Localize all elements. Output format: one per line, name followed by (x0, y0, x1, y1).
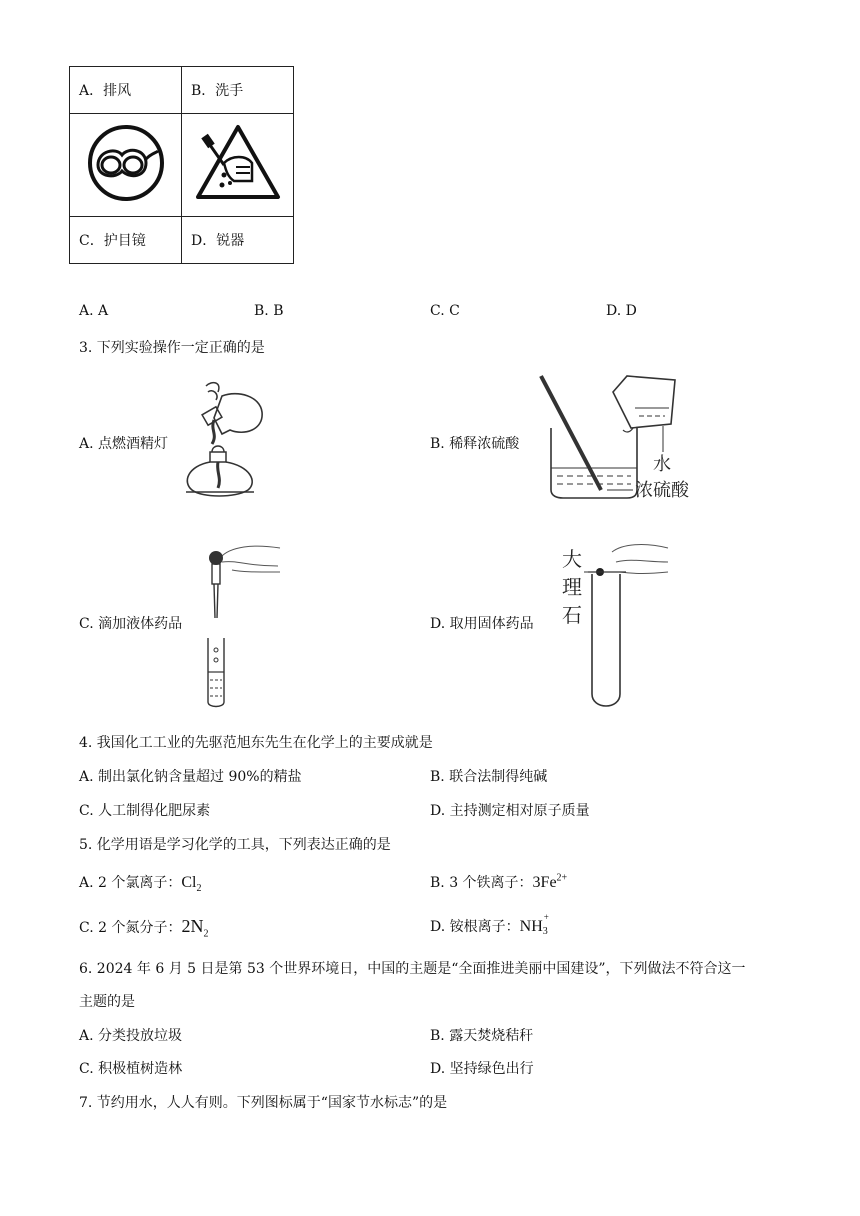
table-cell-c: C．护目镜 (70, 217, 182, 264)
q3-option-d: D. 取用固体药品 (430, 616, 534, 632)
table-cell-d: D．锐器 (182, 217, 294, 264)
q3-stem: 3. 下列实验操作一定正确的是 (79, 340, 265, 356)
sharps-symbol-cell (182, 114, 294, 217)
dilute-acid-figure (535, 372, 710, 504)
q4-option-d: D. 主持测定相对原子质量 (430, 803, 590, 819)
q6-stem-line1: 6. 2024 年 6 月 5 日是第 53 个世界环境日，中国的主题是“全面推进美丽中国建设”，下列做法不符合这一 (79, 961, 746, 977)
marble-label-2: 理 (562, 575, 582, 599)
dropper-figure (196, 542, 286, 710)
q4-stem: 4. 我国化工工业的先驱范旭东先生在化学上的主要成就是 (79, 735, 433, 751)
q5-option-d: D. 铵根离子：NH + 3 (430, 916, 553, 936)
q6-stem-line2: 主题的是 (79, 994, 135, 1010)
option-d: D. D (606, 303, 637, 319)
formula-cl2: $Cl_2$ (181, 874, 202, 895)
q6-option-d: D. 坚持绿色出行 (430, 1061, 534, 1077)
formula-nh3: NH + 3 (519, 912, 549, 938)
q6-option-b: B. 露天焚烧秸秆 (430, 1028, 534, 1044)
q5-option-b: B. 3 个铁离子：$3Fe^{2+}$ (430, 872, 568, 891)
safety-symbol-table (69, 66, 294, 264)
option-b: B. B (254, 303, 284, 319)
q3-option-a: A. 点燃酒精灯 (79, 436, 169, 452)
formula-3fe: $3Fe^{2+}$ (532, 872, 568, 891)
q3-option-c: C. 滴加液体药品 (79, 616, 183, 632)
water-label: 水 (653, 454, 671, 475)
table-cell-a: A．排风 (70, 67, 182, 114)
q5-option-c: C. 2 个氮分子：$2N_2$ (79, 916, 209, 940)
q3-option-b: B. 稀释浓硫酸 (430, 436, 520, 452)
q6-option-a: A. 分类投放垃圾 (79, 1028, 183, 1044)
acid-label: 浓硫酸 (635, 480, 689, 501)
option-c: C. C (430, 303, 460, 319)
q5-option-a: A. 2 个氯离子：$Cl_2$ (79, 874, 202, 895)
marble-label-3: 石 (562, 603, 582, 627)
sharps-icon (194, 123, 282, 203)
solid-reagent-figure (556, 540, 676, 710)
q4-option-a: A. 制出氯化钠含量超过 90%的精盐 (79, 769, 302, 785)
option-a: A. A (79, 303, 109, 319)
goggles-icon (86, 123, 166, 203)
formula-2n2: $2N_2$ (181, 916, 209, 940)
alcohol-lamp-figure (178, 378, 270, 500)
q6-option-c: C. 积极植树造林 (79, 1061, 183, 1077)
marble-label-1: 大 (562, 547, 582, 571)
q5-stem: 5. 化学用语是学习化学的工具，下列表达正确的是 (79, 837, 391, 853)
table-cell-b: B．洗手 (182, 67, 294, 114)
goggles-symbol-cell (70, 114, 182, 217)
q4-option-c: C. 人工制得化肥尿素 (79, 803, 211, 819)
q7-stem: 7. 节约用水，人人有则。下列图标属于“国家节水标志”的是 (79, 1095, 448, 1111)
q4-option-b: B. 联合法制得纯碱 (430, 769, 548, 785)
